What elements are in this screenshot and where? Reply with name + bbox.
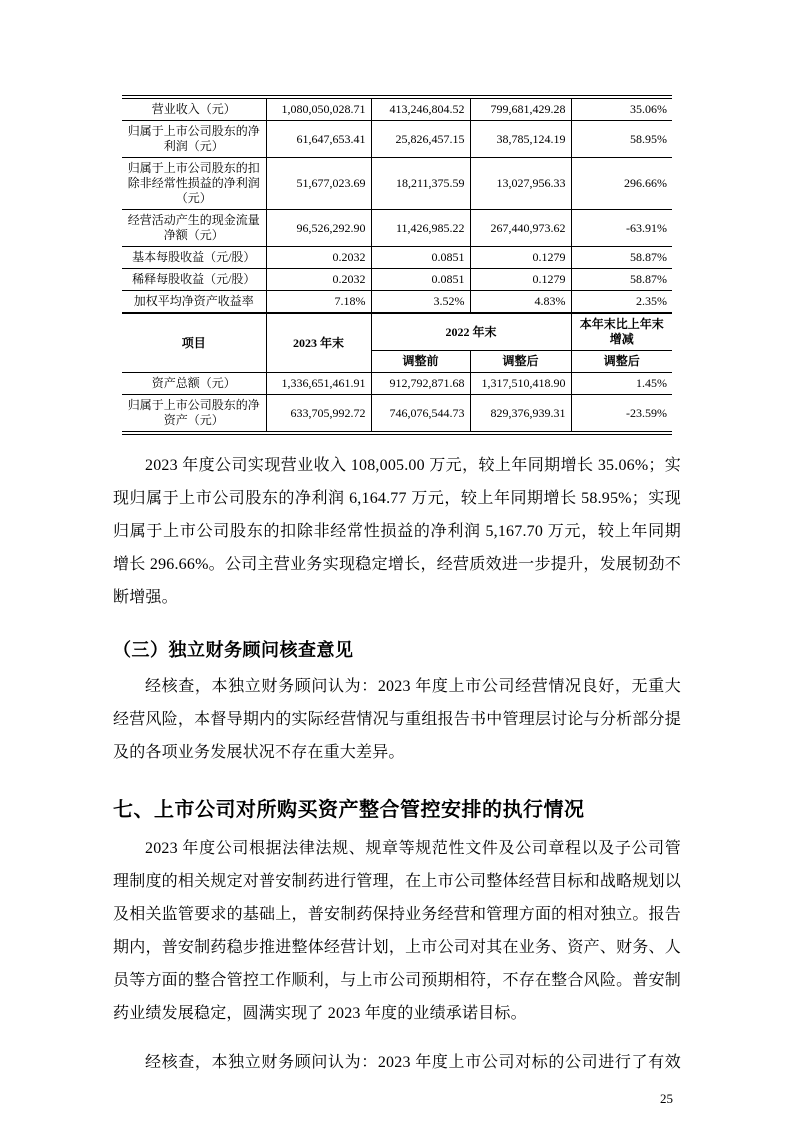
value-2023: 0.2032 [266, 247, 371, 269]
row-label: 加权平均净资产收益率 [122, 291, 266, 314]
value-2022-before: 25,826,457.15 [371, 121, 470, 158]
value-2023: 0.2032 [266, 269, 371, 291]
value-change: -63.91% [571, 210, 672, 247]
financial-summary-table [122, 95, 672, 435]
value-2022-before: 11,426,985.22 [371, 210, 470, 247]
value-2022-after: 13,027,956.33 [470, 158, 571, 210]
table-row [122, 158, 672, 210]
page-number: 25 [660, 1091, 673, 1106]
table-header-row [122, 313, 672, 351]
subheader-before: 调整前 [371, 351, 470, 373]
value-change: -23.59% [571, 395, 672, 434]
header-2023: 2023 年末 [266, 313, 371, 373]
table-row [122, 210, 672, 247]
row-label: 归属于上市公司股东的扣除非经常性损益的净利润（元） [122, 158, 266, 210]
header-item: 项目 [122, 313, 266, 373]
value-2022-before: 746,076,544.73 [371, 395, 470, 434]
header-2022: 2022 年末 [371, 313, 571, 351]
table-row [122, 269, 672, 291]
value-2022-after: 4.83% [470, 291, 571, 314]
value-2023: 7.18% [266, 291, 371, 314]
table-row [122, 97, 672, 121]
paragraph-operating-results: 2023 年度公司实现营业收入 108,005.00 万元，较上年同期增长 35.06%；实现归属于上市公司股东的净利润 6,164.77 万元，较上年同期增长 58.95%；实现归属于上市公司股东的扣除非经常性损益的净利润 5,167.70 万元，较上年同期增长 296.66%。公司主营业务实现稳定增长，经营质效进一步提升，发展韧劲不断增强。 [113, 457, 681, 606]
value-change: 58.87% [571, 269, 672, 291]
value-change: 35.06% [571, 97, 672, 121]
heading-integration-section: 七、上市公司对所购买资产整合管控安排的执行情况 [113, 799, 585, 821]
value-2022-after: 829,376,939.31 [470, 395, 571, 434]
value-2023: 96,526,292.90 [266, 210, 371, 247]
table-row [122, 373, 672, 395]
value-2022-after: 267,440,973.62 [470, 210, 571, 247]
value-2022-before: 0.0851 [371, 269, 470, 291]
paragraph-advisor-opinion-2: 经核查，本独立财务顾问认为：2023 年度上市公司对标的公司进行了有效 [145, 1054, 681, 1071]
value-2023: 1,080,050,028.71 [266, 97, 371, 121]
value-2022-before: 912,792,871.68 [371, 373, 470, 395]
value-change: 296.66% [571, 158, 672, 210]
row-label: 营业收入（元） [122, 97, 266, 121]
row-label: 稀释每股收益（元/股） [122, 269, 266, 291]
header-change: 本年末比上年末增减 [571, 313, 672, 351]
value-2022-before: 0.0851 [371, 247, 470, 269]
value-2023: 61,647,653.41 [266, 121, 371, 158]
value-2022-after: 0.1279 [470, 247, 571, 269]
table-row [122, 121, 672, 158]
paragraph-advisor-opinion: 经核查，本独立财务顾问认为：2023 年度上市公司经营情况良好，无重大经营风险，本督导期内的实际经营情况与重组报告书中管理层讨论与分析部分提及的各项业务发展状况不存在重大差异。 [113, 678, 681, 761]
row-label: 基本每股收益（元/股） [122, 247, 266, 269]
table-row [122, 291, 672, 314]
value-2022-before: 18,211,375.59 [371, 158, 470, 210]
table-row [122, 395, 672, 434]
value-change: 58.87% [571, 247, 672, 269]
row-label: 经营活动产生的现金流量净额（元） [122, 210, 266, 247]
subheader-after: 调整后 [470, 351, 571, 373]
value-2022-after: 799,681,429.28 [470, 97, 571, 121]
value-2023: 51,677,023.69 [266, 158, 371, 210]
value-2023: 633,705,992.72 [266, 395, 371, 434]
value-change: 2.35% [571, 291, 672, 314]
value-2022-before: 3.52% [371, 291, 470, 314]
subheader-change: 调整后 [571, 351, 672, 373]
value-2022-before: 413,246,804.52 [371, 97, 470, 121]
row-label: 归属于上市公司股东的净利润（元） [122, 121, 266, 158]
value-2022-after: 1,317,510,418.90 [470, 373, 571, 395]
value-2022-after: 0.1279 [470, 269, 571, 291]
row-label: 归属于上市公司股东的净资产（元） [122, 395, 266, 434]
row-label: 资产总额（元） [122, 373, 266, 395]
value-change: 1.45% [571, 373, 672, 395]
value-2023: 1,336,651,461.91 [266, 373, 371, 395]
table-row [122, 247, 672, 269]
paragraph-integration: 2023 年度公司根据法律法规、规章等规范性文件及公司章程以及子公司管理制度的相关规定对普安制药进行管理，在上市公司整体经营目标和战略规划以及相关监管要求的基础上，普安制药保持业务经营和管理方面的相对独立。报告期内，普安制药稳步推进整体经营计划，上市公司对其在业务、资产、财务、人员等方面的整合管控工作顺利，与上市公司预期相符，不存在整合风险。普安制药业绩发展稳定，圆满实现了 2023 年度的业绩承诺目标。 [113, 840, 681, 1022]
value-change: 58.95% [571, 121, 672, 158]
value-2022-after: 38,785,124.19 [470, 121, 571, 158]
heading-advisor-opinion: （三）独立财务顾问核查意见 [113, 640, 354, 660]
